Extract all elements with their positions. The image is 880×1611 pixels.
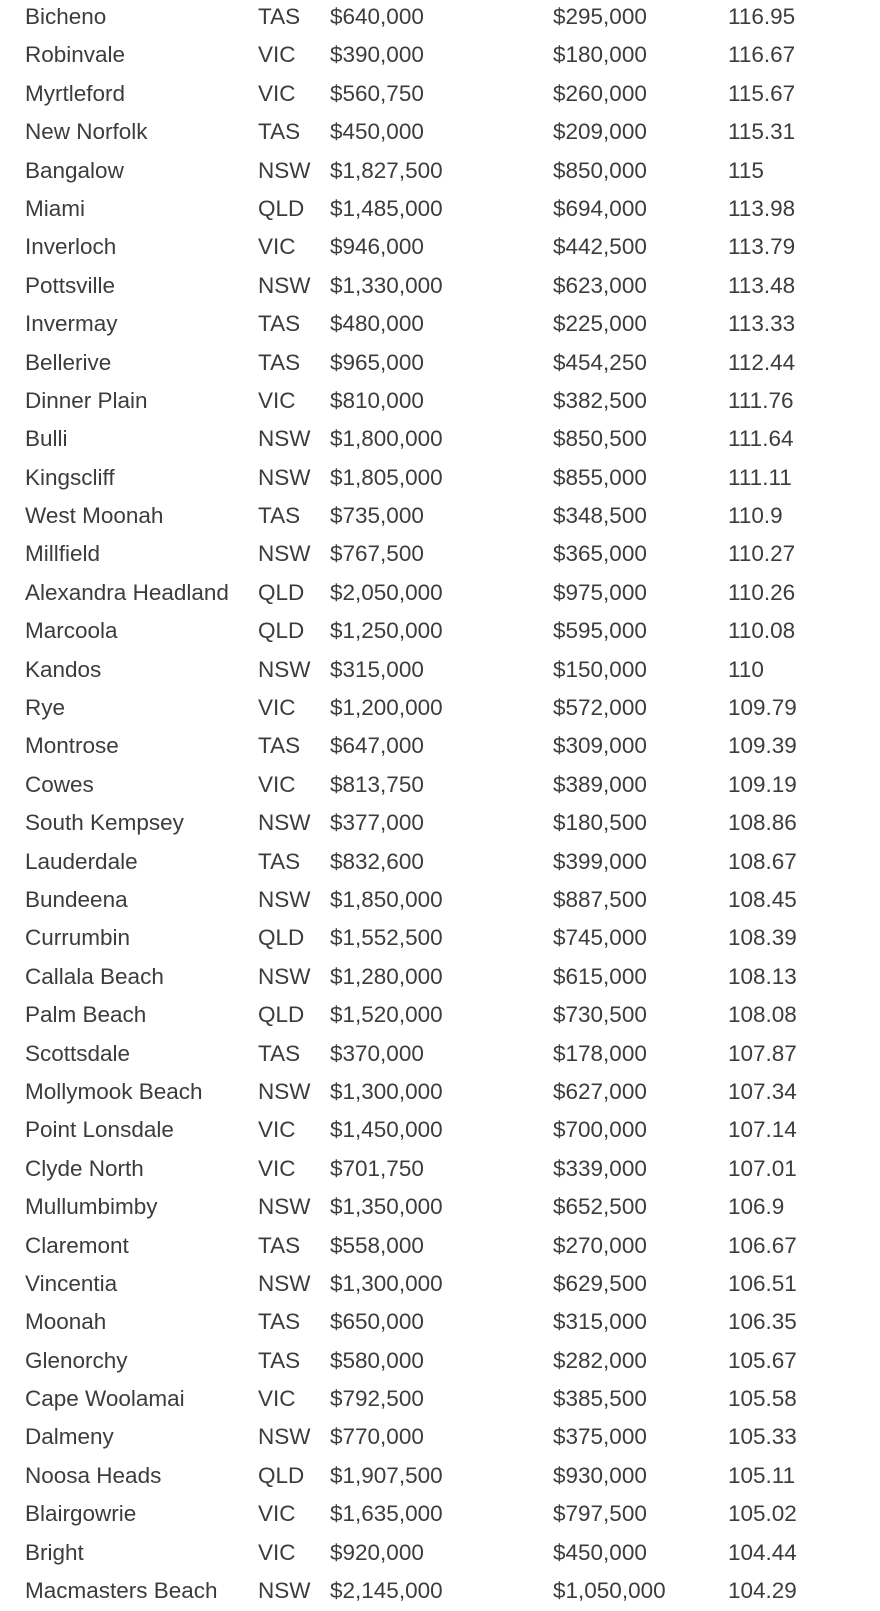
state-cell: TAS: [258, 503, 301, 529]
previous-median-price-cell: $700,000: [553, 1117, 647, 1143]
suburb-cell: Robinvale: [25, 42, 126, 68]
previous-median-price-cell: $260,000: [553, 80, 647, 106]
table-row: [0, 574, 880, 612]
table-row: [0, 535, 880, 573]
current-median-price-cell: $810,000: [330, 387, 424, 413]
table-row: [0, 344, 880, 382]
growth-percent-cell: 113.79: [728, 234, 796, 260]
state-cell: VIC: [258, 234, 296, 260]
state-cell: NSW: [258, 1078, 311, 1104]
suburb-cell: Palm Beach: [25, 1002, 147, 1028]
current-median-price-cell: $735,000: [330, 503, 424, 529]
previous-median-price-cell: $365,000: [553, 541, 647, 567]
state-cell: VIC: [258, 1386, 296, 1412]
previous-median-price-cell: $270,000: [553, 1232, 647, 1258]
growth-percent-cell: 108.67: [728, 848, 797, 874]
previous-median-price-cell: $730,500: [553, 1002, 647, 1028]
growth-percent-cell: 116.67: [728, 42, 796, 68]
current-median-price-cell: $920,000: [330, 1539, 424, 1565]
state-cell: TAS: [258, 311, 301, 337]
table-row: [0, 1111, 880, 1149]
state-cell: VIC: [258, 1117, 296, 1143]
state-cell: QLD: [258, 1462, 305, 1488]
previous-median-price-cell: $850,500: [553, 426, 647, 452]
suburb-cell: Callala Beach: [25, 963, 164, 989]
growth-percent-cell: 112.44: [728, 349, 796, 375]
state-cell: NSW: [258, 272, 311, 298]
previous-median-price-cell: $339,000: [553, 1155, 647, 1181]
table-row: [0, 1495, 880, 1533]
table-row: [0, 1227, 880, 1265]
previous-median-price-cell: $442,500: [553, 234, 647, 260]
growth-percent-cell: 115: [728, 157, 764, 183]
table-row: [0, 1342, 880, 1380]
growth-percent-cell: 106.51: [728, 1270, 797, 1296]
previous-median-price-cell: $209,000: [553, 119, 647, 145]
table-row: [0, 612, 880, 650]
suburb-cell: Marcoola: [25, 618, 118, 644]
suburb-cell: Cape Woolamai: [25, 1386, 185, 1412]
current-median-price-cell: $1,200,000: [330, 695, 443, 721]
state-cell: TAS: [258, 349, 301, 375]
state-cell: QLD: [258, 195, 305, 221]
growth-percent-cell: 105.11: [728, 1462, 796, 1488]
growth-percent-cell: 106.35: [728, 1309, 797, 1335]
previous-median-price-cell: $295,000: [553, 4, 647, 29]
table-row: [0, 1035, 880, 1073]
previous-median-price-cell: $652,500: [553, 1194, 647, 1220]
suburb-cell: Millfield: [25, 541, 101, 567]
previous-median-price-cell: $850,000: [553, 157, 647, 183]
table-row: [0, 1188, 880, 1226]
growth-percent-cell: 109.39: [728, 733, 797, 759]
table-row: [0, 1303, 880, 1341]
state-cell: VIC: [258, 1539, 296, 1565]
table-row: [0, 75, 880, 113]
suburb-cell: Point Lonsdale: [25, 1117, 174, 1143]
growth-percent-cell: 110.27: [728, 541, 796, 567]
current-median-price-cell: $701,750: [330, 1155, 424, 1181]
growth-percent-cell: 108.86: [728, 810, 797, 836]
table-row: [0, 919, 880, 957]
current-median-price-cell: $315,000: [330, 656, 424, 682]
suburb-cell: Bright: [25, 1539, 84, 1565]
previous-median-price-cell: $623,000: [553, 272, 647, 298]
growth-percent-cell: 108.13: [728, 963, 797, 989]
suburb-cell: Vincentia: [25, 1270, 118, 1296]
table-row: [0, 766, 880, 804]
growth-percent-cell: 104.44: [728, 1539, 797, 1565]
previous-median-price-cell: $930,000: [553, 1462, 647, 1488]
previous-median-price-cell: $595,000: [553, 618, 647, 644]
suburb-cell: Invermay: [25, 311, 118, 337]
suburb-cell: Bellerive: [25, 349, 112, 375]
suburb-cell: Moonah: [25, 1309, 107, 1335]
state-cell: TAS: [258, 733, 301, 759]
suburb-cell: South Kempsey: [25, 810, 184, 836]
current-median-price-cell: $1,800,000: [330, 426, 443, 452]
state-cell: TAS: [258, 848, 301, 874]
suburb-cell: Dinner Plain: [25, 387, 148, 413]
table-row: [0, 1380, 880, 1418]
table-row: [0, 267, 880, 305]
state-cell: NSW: [258, 541, 311, 567]
previous-median-price-cell: $348,500: [553, 503, 647, 529]
state-cell: VIC: [258, 695, 296, 721]
suburb-cell: Lauderdale: [25, 848, 138, 874]
previous-median-price-cell: $180,500: [553, 810, 647, 836]
table-row: [0, 36, 880, 74]
growth-percent-cell: 115.67: [728, 80, 796, 106]
suburb-cell: Clyde North: [25, 1155, 144, 1181]
suburb-cell: Currumbin: [25, 925, 131, 951]
state-cell: TAS: [258, 119, 301, 145]
previous-median-price-cell: $399,000: [553, 848, 647, 874]
table-row: [0, 958, 880, 996]
table-row: [0, 1418, 880, 1456]
suburb-cell: New Norfolk: [25, 119, 148, 145]
table-row: [0, 228, 880, 266]
previous-median-price-cell: $282,000: [553, 1347, 647, 1373]
table-row: [0, 1534, 880, 1572]
current-median-price-cell: $946,000: [330, 234, 424, 260]
suburb-cell: Noosa Heads: [25, 1462, 162, 1488]
current-median-price-cell: $450,000: [330, 119, 424, 145]
current-median-price-cell: $2,050,000: [330, 579, 443, 605]
current-median-price-cell: $560,750: [330, 80, 424, 106]
previous-median-price-cell: $454,250: [553, 349, 647, 375]
growth-percent-cell: 110: [728, 656, 764, 682]
previous-median-price-cell: $178,000: [553, 1040, 647, 1066]
suburb-cell: Bicheno: [25, 4, 107, 29]
growth-percent-cell: 109.79: [728, 695, 797, 721]
growth-percent-cell: 110.26: [728, 579, 796, 605]
suburb-cell: Blairgowrie: [25, 1501, 137, 1527]
current-median-price-cell: $1,250,000: [330, 618, 443, 644]
growth-percent-cell: 108.08: [728, 1002, 797, 1028]
state-cell: VIC: [258, 387, 296, 413]
current-median-price-cell: $1,850,000: [330, 886, 443, 912]
current-median-price-cell: $1,350,000: [330, 1194, 443, 1220]
previous-median-price-cell: $745,000: [553, 925, 647, 951]
growth-percent-cell: 104.29: [728, 1578, 797, 1604]
table-row: [0, 459, 880, 497]
current-median-price-cell: $1,450,000: [330, 1117, 443, 1143]
growth-percent-cell: 111.64: [728, 426, 794, 452]
previous-median-price-cell: $180,000: [553, 42, 647, 68]
table-row: [0, 1073, 880, 1111]
state-cell: TAS: [258, 1232, 301, 1258]
suburb-cell: Bundeena: [25, 886, 128, 912]
previous-median-price-cell: $382,500: [553, 387, 647, 413]
suburb-cell: Alexandra Headland: [25, 579, 229, 605]
previous-median-price-cell: $225,000: [553, 311, 647, 337]
suburb-cell: Dalmeny: [25, 1424, 114, 1450]
table-row: [0, 305, 880, 343]
table-row: [0, 152, 880, 190]
current-median-price-cell: $580,000: [330, 1347, 424, 1373]
current-median-price-cell: $647,000: [330, 733, 424, 759]
table-row: [0, 420, 880, 458]
current-median-price-cell: $792,500: [330, 1386, 424, 1412]
current-median-price-cell: $1,520,000: [330, 1002, 443, 1028]
state-cell: NSW: [258, 157, 311, 183]
previous-median-price-cell: $797,500: [553, 1501, 647, 1527]
growth-percent-cell: 105.67: [728, 1347, 797, 1373]
current-median-price-cell: $813,750: [330, 771, 424, 797]
growth-percent-cell: 105.02: [728, 1501, 797, 1527]
state-cell: NSW: [258, 656, 311, 682]
growth-percent-cell: 113.98: [728, 195, 796, 221]
state-cell: NSW: [258, 1578, 311, 1604]
current-median-price-cell: $480,000: [330, 311, 424, 337]
current-median-price-cell: $1,485,000: [330, 195, 443, 221]
growth-percent-cell: 116.95: [728, 4, 796, 29]
state-cell: VIC: [258, 771, 296, 797]
state-cell: QLD: [258, 925, 305, 951]
growth-percent-cell: 113.33: [728, 311, 796, 337]
current-median-price-cell: $1,280,000: [330, 963, 443, 989]
current-median-price-cell: $1,330,000: [330, 272, 443, 298]
suburb-cell: Cowes: [25, 771, 94, 797]
current-median-price-cell: $377,000: [330, 810, 424, 836]
growth-percent-cell: 110.08: [728, 618, 796, 644]
state-cell: VIC: [258, 42, 296, 68]
table-row: [0, 727, 880, 765]
current-median-price-cell: $1,827,500: [330, 157, 443, 183]
table-row: [0, 1150, 880, 1188]
growth-percent-cell: 108.45: [728, 886, 797, 912]
previous-median-price-cell: $887,500: [553, 886, 647, 912]
growth-percent-cell: 107.01: [728, 1155, 797, 1181]
suburb-cell: Claremont: [25, 1232, 129, 1258]
suburb-cell: Bulli: [25, 426, 68, 452]
growth-percent-cell: 106.67: [728, 1232, 797, 1258]
suburb-cell: Myrtleford: [25, 80, 126, 106]
previous-median-price-cell: $385,500: [553, 1386, 647, 1412]
state-cell: QLD: [258, 1002, 305, 1028]
current-median-price-cell: $558,000: [330, 1232, 424, 1258]
previous-median-price-cell: $694,000: [553, 195, 647, 221]
suburb-cell: Mollymook Beach: [25, 1078, 203, 1104]
suburb-cell: Miami: [25, 195, 85, 221]
current-median-price-cell: $640,000: [330, 4, 424, 29]
state-cell: TAS: [258, 1309, 301, 1335]
suburb-cell: Bangalow: [25, 157, 124, 183]
table-row: [0, 0, 880, 36]
current-median-price-cell: $2,145,000: [330, 1578, 443, 1604]
growth-percent-cell: 105.58: [728, 1386, 797, 1412]
current-median-price-cell: $390,000: [330, 42, 424, 68]
state-cell: NSW: [258, 426, 311, 452]
current-median-price-cell: $1,635,000: [330, 1501, 443, 1527]
suburb-cell: Glenorchy: [25, 1347, 128, 1373]
table-row: [0, 843, 880, 881]
table-row: [0, 113, 880, 151]
growth-percent-cell: 109.19: [728, 771, 797, 797]
state-cell: NSW: [258, 464, 311, 490]
growth-percent-cell: 107.14: [728, 1117, 797, 1143]
state-cell: TAS: [258, 1347, 301, 1373]
suburb-cell: Kingscliff: [25, 464, 115, 490]
previous-median-price-cell: $1,050,000: [553, 1578, 666, 1604]
current-median-price-cell: $1,805,000: [330, 464, 443, 490]
suburb-cell: Montrose: [25, 733, 119, 759]
state-cell: NSW: [258, 1194, 311, 1220]
current-median-price-cell: $832,600: [330, 848, 424, 874]
state-cell: NSW: [258, 810, 311, 836]
growth-percent-cell: 111.76: [728, 387, 794, 413]
table-row: [0, 382, 880, 420]
growth-percent-cell: 115.31: [728, 119, 796, 145]
state-cell: VIC: [258, 80, 296, 106]
table-row: [0, 190, 880, 228]
current-median-price-cell: $965,000: [330, 349, 424, 375]
state-cell: NSW: [258, 1270, 311, 1296]
state-cell: NSW: [258, 886, 311, 912]
state-cell: NSW: [258, 1424, 311, 1450]
suburb-cell: West Moonah: [25, 503, 164, 529]
table-row: [0, 497, 880, 535]
table-row: [0, 1572, 880, 1610]
table-row: [0, 996, 880, 1034]
suburb-cell: Rye: [25, 695, 66, 721]
current-median-price-cell: $1,907,500: [330, 1462, 443, 1488]
state-cell: TAS: [258, 4, 301, 29]
table-row: [0, 689, 880, 727]
previous-median-price-cell: $572,000: [553, 695, 647, 721]
previous-median-price-cell: $375,000: [553, 1424, 647, 1450]
current-median-price-cell: $1,300,000: [330, 1078, 443, 1104]
growth-percent-cell: 108.39: [728, 925, 797, 951]
table-row: [0, 1457, 880, 1495]
current-median-price-cell: $1,552,500: [330, 925, 443, 951]
table-row: [0, 651, 880, 689]
state-cell: NSW: [258, 963, 311, 989]
table-row: [0, 1265, 880, 1303]
state-cell: QLD: [258, 618, 305, 644]
state-cell: VIC: [258, 1501, 296, 1527]
suburb-cell: Kandos: [25, 656, 102, 682]
previous-median-price-cell: $150,000: [553, 656, 647, 682]
current-median-price-cell: $650,000: [330, 1309, 424, 1335]
growth-percent-cell: 107.87: [728, 1040, 797, 1066]
table-row: [0, 804, 880, 842]
previous-median-price-cell: $627,000: [553, 1078, 647, 1104]
growth-percent-cell: 110.9: [728, 503, 783, 529]
previous-median-price-cell: $629,500: [553, 1270, 647, 1296]
growth-percent-cell: 113.48: [728, 272, 796, 298]
previous-median-price-cell: $315,000: [553, 1309, 647, 1335]
current-median-price-cell: $1,300,000: [330, 1270, 443, 1296]
suburb-cell: Scottsdale: [25, 1040, 131, 1066]
previous-median-price-cell: $309,000: [553, 733, 647, 759]
previous-median-price-cell: $855,000: [553, 464, 647, 490]
previous-median-price-cell: $975,000: [553, 579, 647, 605]
state-cell: VIC: [258, 1155, 296, 1181]
suburb-cell: Pottsville: [25, 272, 116, 298]
current-median-price-cell: $370,000: [330, 1040, 424, 1066]
suburb-cell: Inverloch: [25, 234, 117, 260]
growth-percent-cell: 106.9: [728, 1194, 785, 1220]
previous-median-price-cell: $450,000: [553, 1539, 647, 1565]
table-row: [0, 881, 880, 919]
current-median-price-cell: $770,000: [330, 1424, 424, 1450]
previous-median-price-cell: $389,000: [553, 771, 647, 797]
growth-percent-cell: 107.34: [728, 1078, 797, 1104]
suburb-cell: Mullumbimby: [25, 1194, 158, 1220]
previous-median-price-cell: $615,000: [553, 963, 647, 989]
state-cell: TAS: [258, 1040, 301, 1066]
current-median-price-cell: $767,500: [330, 541, 424, 567]
growth-percent-cell: 111.11: [728, 464, 792, 490]
growth-percent-cell: 105.33: [728, 1424, 797, 1450]
suburb-cell: Macmasters Beach: [25, 1578, 218, 1604]
state-cell: QLD: [258, 579, 305, 605]
